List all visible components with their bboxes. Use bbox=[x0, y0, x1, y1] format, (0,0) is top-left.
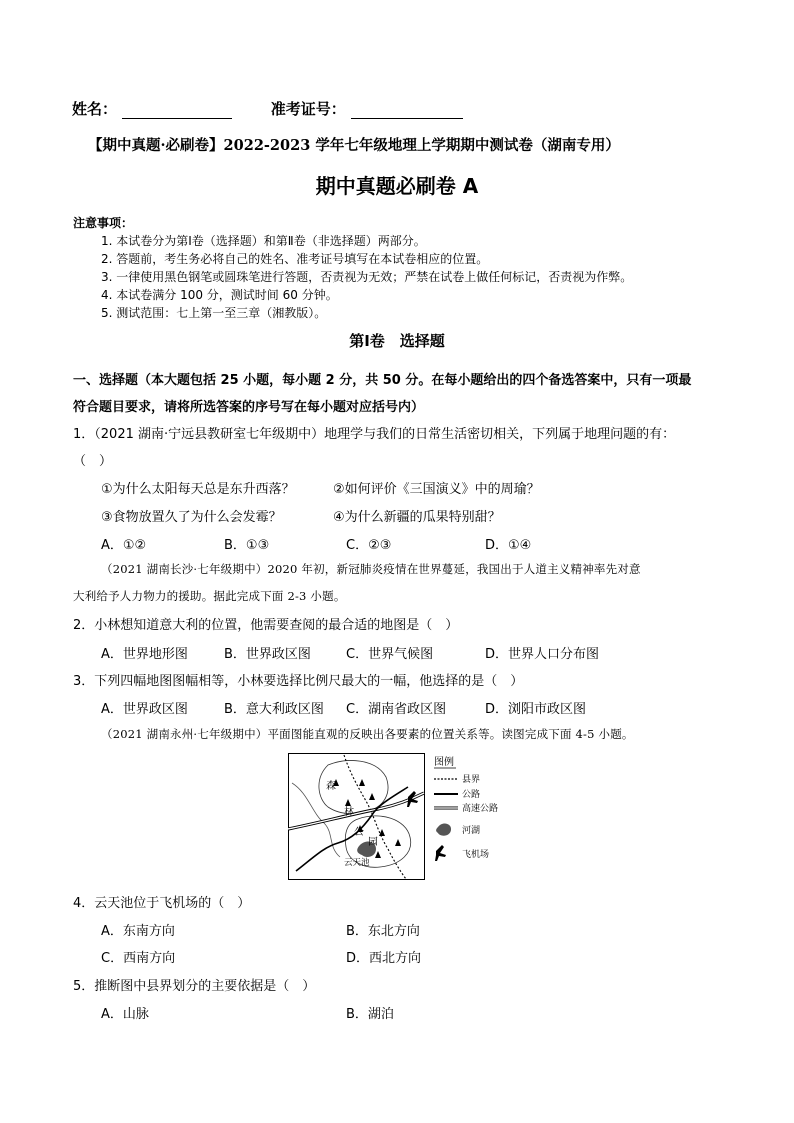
q4-option-c[interactable]: C．西南方向 bbox=[101, 951, 176, 966]
map-label-lake: 云天池 bbox=[344, 858, 370, 868]
section-instruction-2: 符合题目要求，请将所选答案的序号写在每小题对应括号内） bbox=[73, 400, 425, 415]
q3-stem: 3．下列四幅地图图幅相等，小林要选择比例尺最大的一幅，他选择的是（ ） bbox=[73, 674, 524, 689]
q1-item: ②如何评价《三国演义》中的周瑜？ bbox=[333, 482, 540, 497]
q1-option-a[interactable]: A．①② bbox=[101, 538, 147, 553]
q4-stem: 4．云天池位于飞机场的（ ） bbox=[73, 896, 251, 911]
map-label-forest-1: 森 bbox=[326, 781, 336, 792]
map-label-forest-2: 林 bbox=[344, 807, 354, 818]
notes-heading: 注意事项： bbox=[73, 216, 134, 230]
legend-title: 图例 bbox=[434, 757, 454, 768]
q5-stem: 5．推断图中县界划分的主要依据是（ ） bbox=[73, 979, 316, 994]
legend-item-airport: 飞机场 bbox=[462, 850, 490, 860]
note-item: 4. 本试卷满分 100 分，测试时间 60 分钟。 bbox=[101, 288, 338, 302]
q3-option-c[interactable]: C．湖南省政区图 bbox=[346, 702, 447, 717]
map-figure bbox=[288, 753, 510, 881]
note-item: 3. 一律使用黑色钢笔或圆珠笔进行答题，否责视为无效；严禁在试卷上做任何标记，否责视为作弊。 bbox=[101, 270, 633, 284]
name-field[interactable] bbox=[122, 98, 232, 119]
legend-lake-symbol bbox=[436, 823, 451, 835]
legend-item-lake: 河湖 bbox=[462, 826, 481, 836]
notes-list bbox=[101, 232, 632, 322]
legend-airport-icon bbox=[435, 845, 446, 861]
q1-item: ④为什么新疆的瓜果特别甜？ bbox=[333, 510, 501, 525]
map-label-park-1: 公 bbox=[354, 827, 364, 838]
q1-option-b[interactable]: B．①③ bbox=[224, 538, 270, 553]
q5-option-b[interactable]: B．湖泊 bbox=[346, 1007, 394, 1022]
q2-option-b[interactable]: B．世界政区图 bbox=[224, 647, 311, 662]
name-row bbox=[72, 98, 463, 119]
name-label: 姓名： bbox=[72, 100, 118, 118]
q2-stem: 2．小林想知道意大利的位置，他需要查阅的最合适的地图是（ ） bbox=[73, 618, 459, 633]
q1-option-d[interactable]: D．①④ bbox=[485, 538, 532, 553]
q5-option-a[interactable]: A．山脉 bbox=[101, 1007, 149, 1022]
q1-item: ①为什么太阳每天总是东升西落？ bbox=[101, 482, 295, 497]
q3-option-b[interactable]: B．意大利政区图 bbox=[224, 702, 324, 717]
passage-1-line-2: 大利给予人力物力的援助。据此完成下面 2-3 小题。 bbox=[73, 589, 346, 603]
q1-stem: 1．（2021 湖南·宁远县教研室七年级期中）地理学与我们的日常生活密切相关，下列属于地理问题的有： bbox=[73, 427, 676, 442]
q3-option-d[interactable]: D．浏阳市政区图 bbox=[485, 702, 587, 717]
exam-no-field[interactable] bbox=[351, 98, 463, 119]
note-item: 2. 答题前，考生务必将自己的姓名、准考证号填写在本试卷相应的位置。 bbox=[101, 252, 489, 266]
q2-option-a[interactable]: A．世界地形图 bbox=[101, 647, 188, 662]
q4-option-b[interactable]: B．东北方向 bbox=[346, 924, 420, 939]
q2-option-d[interactable]: D．世界人口分布图 bbox=[485, 647, 600, 662]
map-label-park-2: 园 bbox=[368, 837, 378, 848]
page-title: 期中真题必刷卷 A bbox=[315, 174, 479, 198]
q4-option-d[interactable]: D．西北方向 bbox=[346, 951, 422, 966]
section-instruction-1: 一、选择题（本大题包括 25 小题，每小题 2 分，共 50 分。在每小题给出的四个备选答案中，只有一项最 bbox=[73, 373, 692, 388]
note-item: 1. 本试卷分为第Ⅰ卷（选择题）和第Ⅱ卷（非选择题）两部分。 bbox=[101, 234, 426, 248]
q3-option-a[interactable]: A．世界政区图 bbox=[101, 702, 188, 717]
q2-option-c[interactable]: C．世界气候图 bbox=[346, 647, 434, 662]
section-title: 第Ⅰ卷 选择题 bbox=[349, 332, 445, 350]
passage-1-line-1: （2021 湖南长沙·七年级期中）2020 年初，新冠肺炎疫情在世界蔓延，我国出于人道主义精神率先对意 bbox=[101, 562, 641, 576]
note-item: 5. 测试范围：七上第一至三章（湘教版）。 bbox=[101, 306, 327, 320]
legend-item-county-border: 县界 bbox=[462, 775, 481, 785]
exam-no-label: 准考证号： bbox=[270, 100, 346, 118]
q1-item: ③食物放置久了为什么会发霉？ bbox=[101, 510, 282, 525]
legend-item-highway: 高速公路 bbox=[462, 804, 499, 814]
q1-option-c[interactable]: C．②③ bbox=[346, 538, 392, 553]
q1-answer-paren: （ ） bbox=[73, 454, 113, 469]
passage-2-line-1: （2021 湖南永州·七年级期中）平面图能直观的反映出各要素的位置关系等。读图完成下面 4-5 小题。 bbox=[101, 727, 634, 741]
series-title: 【期中真题·必刷卷】2022-2023 学年七年级地理上学期期中测试卷（湖南专用） bbox=[88, 137, 620, 154]
q4-option-a[interactable]: A．东南方向 bbox=[101, 924, 175, 939]
legend-item-road: 公路 bbox=[462, 790, 481, 800]
